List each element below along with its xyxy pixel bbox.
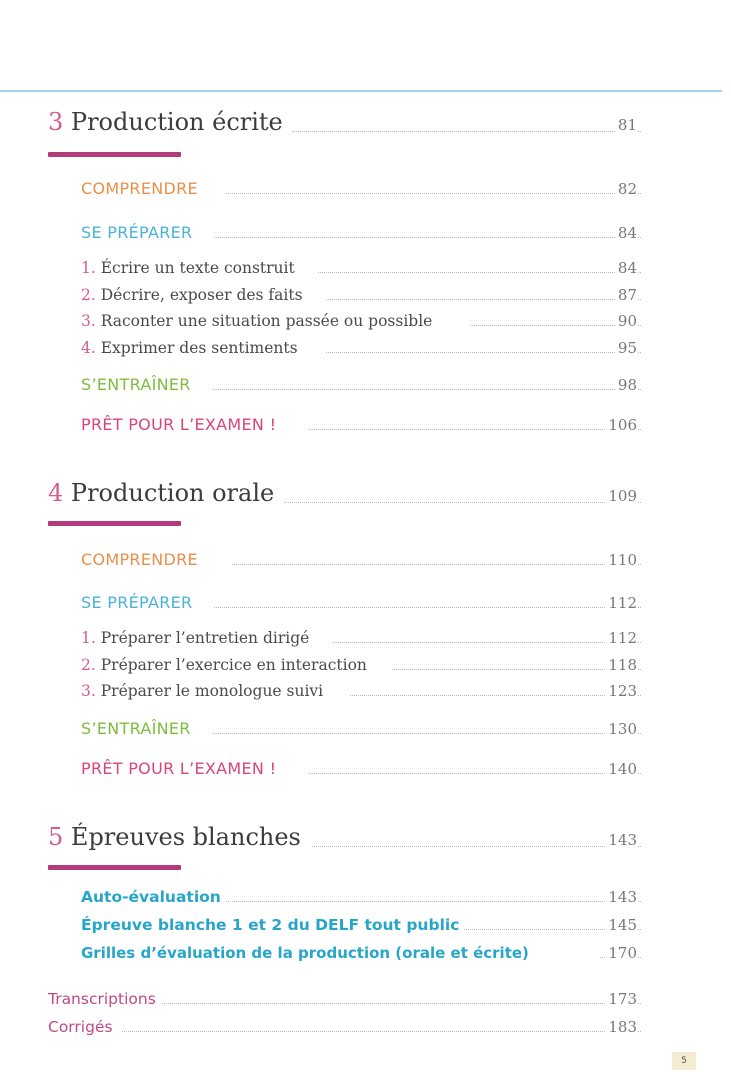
- item-text: Écrire un texte construit: [100, 259, 295, 277]
- top-rule: [0, 90, 722, 92]
- item-label: Grilles d’évaluation de la production (orale et écrite): [81, 944, 533, 962]
- section-label: S’ENTRAÎNER: [81, 719, 195, 738]
- page-ref: 118: [605, 656, 637, 674]
- item-number: 2.: [81, 286, 96, 304]
- page-ref: 82: [615, 180, 637, 198]
- toc-se-preparer[interactable]: [0, 216, 731, 246]
- page-number: 5: [672, 1052, 696, 1070]
- page-ref: 123: [605, 682, 637, 700]
- leader-dots: [122, 1031, 641, 1032]
- item-label: [81, 682, 327, 700]
- item-label: [81, 656, 371, 674]
- page-ref: 87: [615, 286, 637, 304]
- section-label: PRÊT POUR L’EXAMEN !: [81, 759, 280, 778]
- leader-dots: [214, 607, 641, 608]
- item-number: 3.: [81, 682, 96, 700]
- item-text: Préparer le monologue suivi: [100, 682, 324, 700]
- page-ref: 112: [605, 594, 637, 612]
- item-text: Préparer l’exercice en interaction: [100, 656, 367, 674]
- section-label: SE PRÉPARER: [81, 223, 196, 242]
- page-ref: 130: [605, 720, 637, 738]
- toc-item[interactable]: [0, 251, 731, 281]
- section-label: PRÊT POUR L’EXAMEN !: [81, 415, 280, 434]
- leader-dots: [318, 272, 641, 273]
- page-ref: 110: [605, 551, 637, 569]
- toc-pret[interactable]: [0, 408, 731, 438]
- item-number: 2.: [81, 656, 96, 674]
- chapter-3-entry[interactable]: [0, 110, 731, 140]
- toc-comprendre[interactable]: [0, 543, 731, 573]
- page-ref: 84: [615, 224, 637, 242]
- chapter-title-text: Épreuves blanches: [70, 823, 301, 851]
- item-label: Épreuve blanche 1 et 2 du DELF tout public: [81, 916, 463, 934]
- toc-epreuve-item[interactable]: [0, 908, 731, 938]
- chapter-underline: [48, 865, 181, 870]
- leader-dots: [214, 237, 641, 238]
- toc-item[interactable]: [0, 621, 731, 651]
- toc-corriges[interactable]: [0, 1010, 731, 1040]
- page-ref: 112: [605, 629, 637, 647]
- chapter-number: 4: [48, 479, 64, 507]
- item-text: Préparer l’entretien dirigé: [100, 629, 310, 647]
- leader-dots: [312, 846, 641, 847]
- item-number: 1.: [81, 259, 96, 277]
- toc-sentrainer[interactable]: [0, 712, 731, 742]
- section-label: S’ENTRAÎNER: [81, 375, 195, 394]
- toc-epreuve-item[interactable]: [0, 880, 731, 910]
- leader-dots: [212, 389, 641, 390]
- section-label: COMPRENDRE: [81, 550, 202, 569]
- leader-dots: [308, 429, 641, 430]
- page-ref: 143: [605, 831, 637, 849]
- chapter-4-entry[interactable]: [0, 481, 731, 511]
- chapter-underline: [48, 521, 181, 526]
- page-ref: 145: [605, 916, 637, 934]
- item-label: Auto-évaluation: [81, 888, 225, 906]
- section-label: COMPRENDRE: [81, 179, 202, 198]
- leader-dots: [326, 352, 641, 353]
- page-ref: 183: [605, 1018, 637, 1036]
- leader-dots: [392, 669, 641, 670]
- leader-dots: [292, 131, 641, 132]
- leader-dots: [284, 502, 641, 503]
- item-label: [81, 629, 313, 647]
- toc-item[interactable]: [0, 674, 731, 704]
- toc-item[interactable]: [0, 304, 731, 334]
- chapter-title-text: Production orale: [70, 479, 275, 507]
- toc-pret[interactable]: [0, 752, 731, 782]
- item-number: 4.: [81, 339, 96, 357]
- page-ref: 109: [605, 487, 637, 505]
- item-text: Exprimer des sentiments: [100, 339, 298, 357]
- toc-sentrainer[interactable]: [0, 368, 731, 398]
- page-ref: 90: [615, 312, 637, 330]
- page-ref: 140: [605, 760, 637, 778]
- leader-dots: [332, 642, 641, 643]
- item-label: Transcriptions: [48, 990, 160, 1008]
- section-label: SE PRÉPARER: [81, 593, 196, 612]
- chapter-number: 3: [48, 108, 64, 136]
- leader-dots: [226, 193, 641, 194]
- chapter-title: [48, 823, 305, 851]
- page-ref: 95: [615, 339, 637, 357]
- page-ref: 170: [605, 944, 637, 962]
- leader-dots: [232, 564, 641, 565]
- toc-se-preparer[interactable]: [0, 586, 731, 616]
- item-label: [81, 259, 299, 277]
- toc-item[interactable]: [0, 331, 731, 361]
- leader-dots: [308, 773, 641, 774]
- item-label: [81, 339, 302, 357]
- page-ref: 173: [605, 990, 637, 1008]
- item-number: 3.: [81, 312, 96, 330]
- item-label: Corrigés: [48, 1018, 117, 1036]
- item-text: Raconter une situation passée ou possible: [100, 312, 433, 330]
- page-ref: 84: [615, 259, 637, 277]
- chapter-title-text: Production écrite: [70, 108, 283, 136]
- toc-transcriptions[interactable]: [0, 982, 731, 1012]
- chapter-5-entry[interactable]: [0, 825, 731, 855]
- chapter-title: [48, 108, 287, 136]
- item-label: [81, 312, 436, 330]
- chapter-title: [48, 479, 278, 507]
- toc-comprendre[interactable]: [0, 172, 731, 202]
- leader-dots: [162, 1003, 641, 1004]
- item-text: Décrire, exposer des faits: [100, 286, 303, 304]
- page-ref: 106: [605, 416, 637, 434]
- item-label: [81, 286, 307, 304]
- leader-dots: [212, 901, 641, 902]
- page-ref: 143: [605, 888, 637, 906]
- leader-dots: [326, 299, 641, 300]
- toc-epreuve-item[interactable]: [0, 936, 731, 966]
- leader-dots: [212, 733, 641, 734]
- page-ref: 98: [615, 376, 637, 394]
- chapter-number: 5: [48, 823, 64, 851]
- item-number: 1.: [81, 629, 96, 647]
- chapter-underline: [48, 152, 181, 157]
- page-ref: 81: [615, 116, 637, 134]
- leader-dots: [350, 695, 641, 696]
